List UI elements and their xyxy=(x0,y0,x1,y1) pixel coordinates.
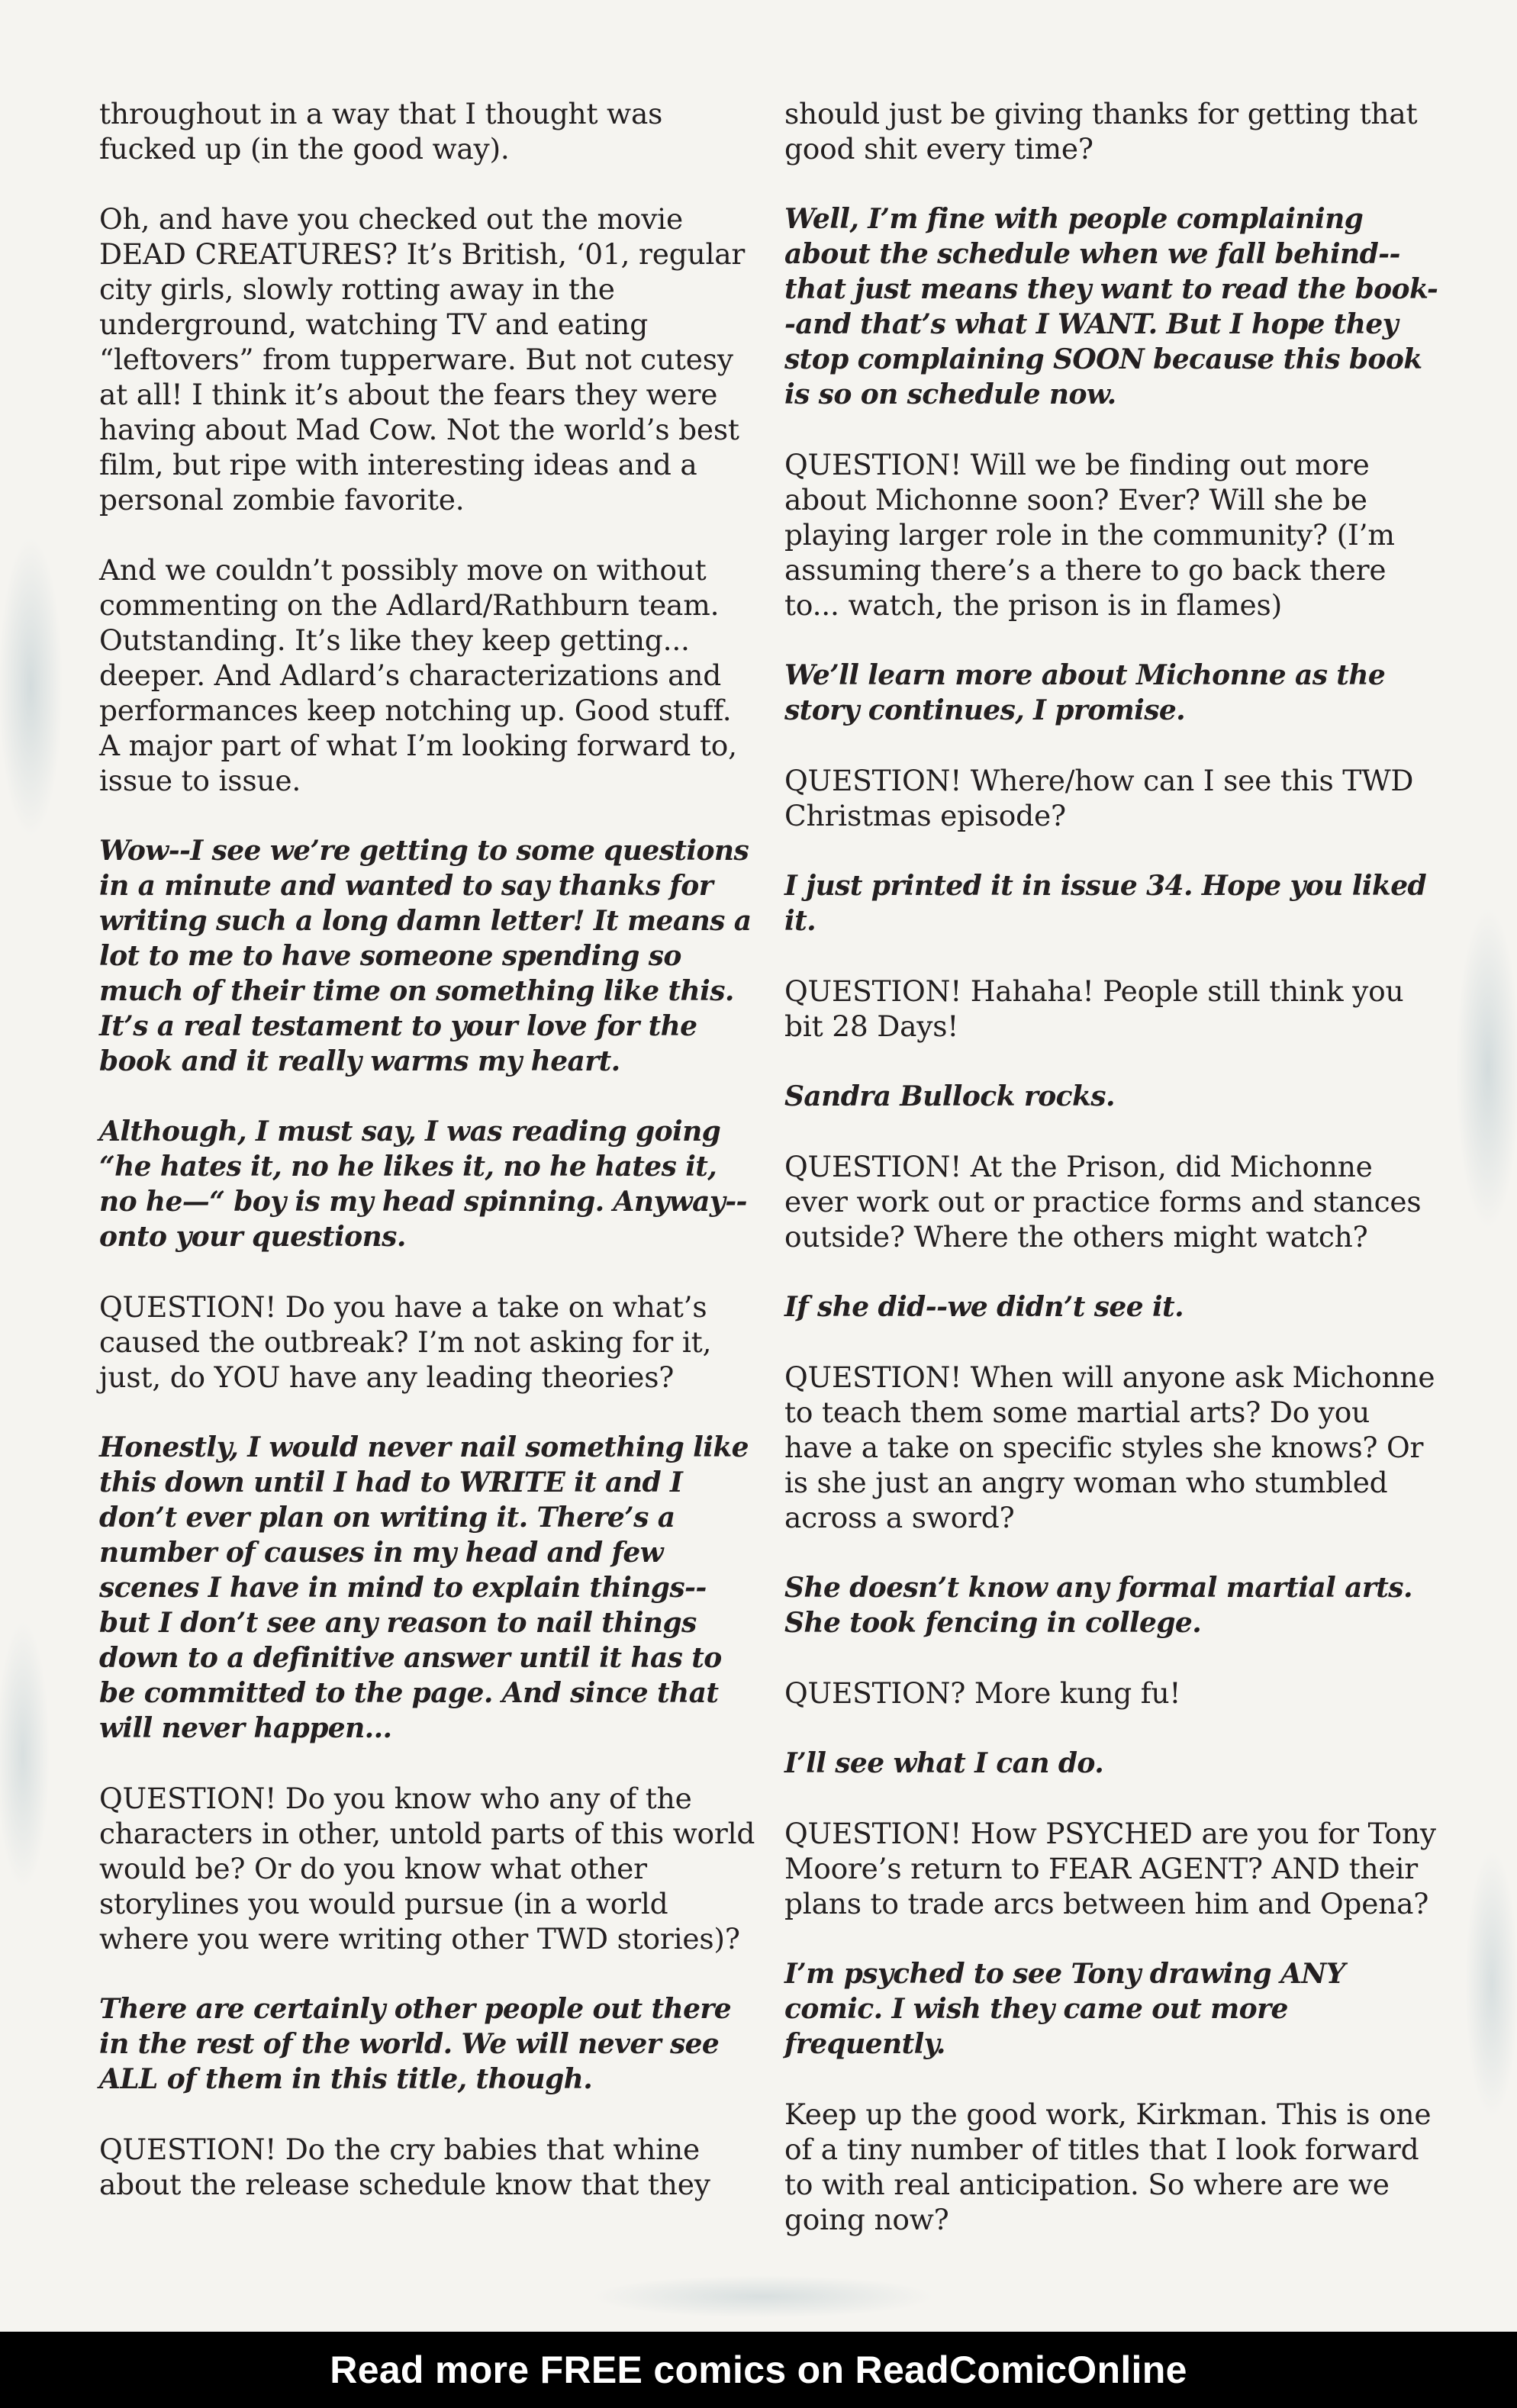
right-column xyxy=(784,96,1441,2237)
editor-reply: There are certainly other people out there in the rest of the world. We will never see ALL of them in this title, though. xyxy=(99,1993,732,2095)
letter-paragraph: And we couldn’t possibly move on without commenting on the Adlard/Rathburn team. Outstanding. It’s like they keep getting... deeper. And Adlard’s characterizations and performances keep notching up. Good stuff. A major part of what I’m looking forward to, issue to issue. xyxy=(99,553,737,797)
letter-question: QUESTION! Do you know who any of the characters in other, untold parts of this world would be? Or do you know what other storylines you would pursue (in a world where you were writing other TWD stories)? xyxy=(99,1782,755,1956)
editor-reply: Sandra Bullock rocks. xyxy=(784,1080,1115,1112)
promo-footer-text[interactable]: Read more FREE comics on ReadComicOnline xyxy=(330,2348,1187,2391)
editor-reply: I’m psyched to see Tony drawing ANY comic. I wish they came out more frequently. xyxy=(784,1958,1345,2060)
letter-question: QUESTION! How PSYCHED are you for Tony Moore’s return to FEAR AGENT? AND their plans to trade arcs between him and Opena? xyxy=(784,1817,1436,1920)
letter-paragraph: should just be giving thanks for getting that good shit every time? xyxy=(784,97,1418,166)
letter-paragraph: Keep up the good work, Kirkman. This is one of a tiny number of titles that I look forward to with real anticipation. So where are we going now? xyxy=(784,2097,1432,2236)
editor-reply: We’ll learn more about Michonne as the story continues, I promise. xyxy=(784,659,1386,726)
editor-reply: Honestly, I would never nail something like this down until I had to WRITE it and I don’t ever plan on writing it. There’s a number of causes in my head and few scenes I have in mind to explain things--but I don’t see any reason to nail things down to a definitive answer until it has to be committed to the page. And since that will never happen... xyxy=(99,1431,749,1744)
letter-question: QUESTION! Will we be finding out more about Michonne soon? Ever? Will she be playing larger role in the community? (I’m assuming there’s a there to go back there to... watch, the prison is in flames) xyxy=(784,448,1395,622)
letter-question: QUESTION! Do the cry babies that whine about the release schedule know that they xyxy=(99,2133,710,2201)
left-column xyxy=(99,96,755,2202)
promo-footer-banner[interactable] xyxy=(0,2332,1517,2408)
editor-reply: Wow--I see we’re getting to some questions in a minute and wanted to say thanks for writing such a long damn letter! It means a lot to me to have someone spending so much of their time on something like this. It’s a real testament to your love for the book and it really warms my heart. xyxy=(99,835,752,1077)
letter-question: QUESTION! Where/how can I see this TWD Christmas episode? xyxy=(784,764,1414,832)
letter-question: QUESTION! Hahaha! People still think you bit 28 Days! xyxy=(784,974,1404,1043)
editor-reply: If she did--we didn’t see it. xyxy=(784,1291,1184,1323)
editor-reply: I’ll see what I can do. xyxy=(784,1747,1104,1779)
letter-paragraph: Oh, and have you checked out the movie DEAD CREATURES? It’s British, ‘01, regular city girls, slowly rotting away in the underground, watching TV and eating “leftovers” from tupperware. But not cutesy at all! I think it’s about the fears they were having about Mad Cow. Not the world’s best film, but ripe with interesting ideas and a personal zombie favorite. xyxy=(99,202,746,517)
editor-reply: Although, I must say, I was reading going “he hates it, no he likes it, no he hates it, no he—“ boy is my head spinning. Anyway-- onto your questions. xyxy=(99,1115,747,1253)
letter-question: QUESTION? More kung fu! xyxy=(784,1676,1181,1710)
letter-question: QUESTION! At the Prison, did Michonne ever work out or practice forms and stances outside? Where the others might watch? xyxy=(784,1150,1422,1254)
editor-reply: I just printed it in issue 34. Hope you liked it. xyxy=(784,870,1427,937)
letter-question: QUESTION! Do you have a take on what’s caused the outbreak? I’m not asking for it, just, do YOU have any leading theories? xyxy=(99,1290,712,1394)
editor-reply: Well, I’m fine with people complaining about the schedule when we fall behind-- that just means they want to read the book--and that’s what I WANT. But I hope they stop complaining SOON because this book is so on schedule now. xyxy=(784,203,1438,410)
letter-question: QUESTION! When will anyone ask Michonne to teach them some martial arts? Do you have a take on specific styles she knows? Or is she just an angry woman who stumbled across a sword? xyxy=(784,1360,1435,1534)
letter-paragraph: throughout in a way that I thought was fucked up (in the good way). xyxy=(99,97,663,166)
editor-reply: She doesn’t know any formal martial arts. She took fencing in college. xyxy=(784,1572,1412,1639)
